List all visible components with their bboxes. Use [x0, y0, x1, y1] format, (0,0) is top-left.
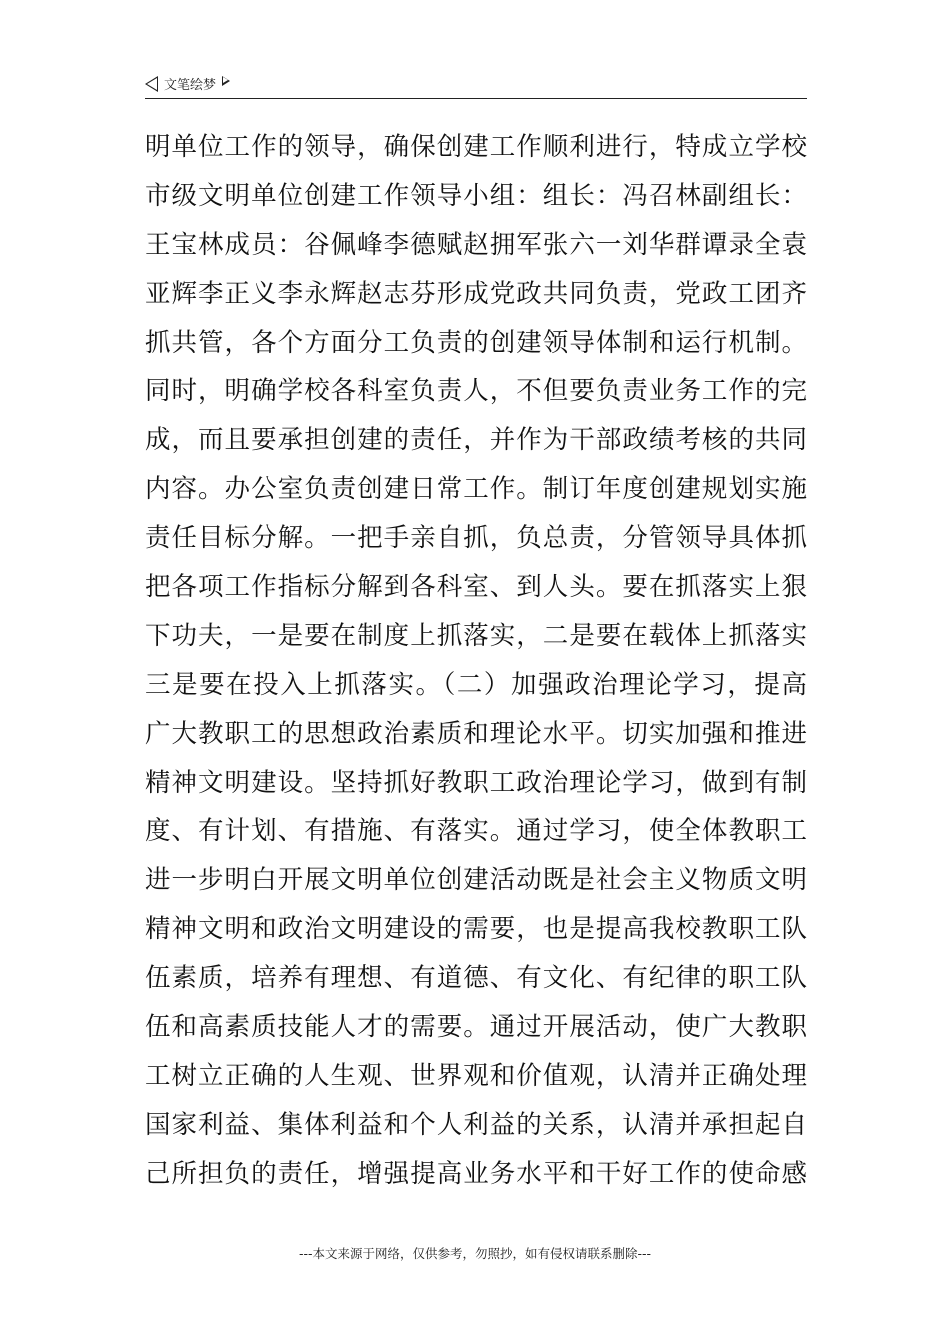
- body-line: 精神文明建设。坚持抓好教职工政治理论学习，做到有制: [145, 767, 807, 798]
- right-triangle-icon: [222, 76, 230, 86]
- body-line: 市级文明单位创建工作领导小组：组长：冯召林副组长：: [145, 180, 807, 211]
- body-line: 把各项工作指标分解到各科室、到人头。要在抓落实上狠: [145, 572, 807, 603]
- body-line: 亚辉李正义李永辉赵志芬形成党政共同负责，党政工团齐: [145, 278, 807, 309]
- body-line: 进一步明白开展文明单位创建活动既是社会主义物质文明: [145, 865, 807, 896]
- document-body: [145, 123, 807, 1199]
- body-line: 度、有计划、有措施、有落实。通过学习，使全体教职工: [145, 816, 807, 847]
- body-line: 同时，明确学校各科室负责人，不但要负责业务工作的完: [145, 376, 807, 407]
- body-line: 己所担负的责任，增强提高业务水平和干好工作的使命感: [145, 1158, 807, 1189]
- body-line: 王宝林成员：谷佩峰李德赋赵拥军张六一刘华群谭录全袁: [145, 229, 807, 260]
- body-line: 精神文明和政治文明建设的需要，也是提高我校教职工队: [145, 914, 807, 945]
- body-line: 抓共管，各个方面分工负责的创建领导体制和运行机制。: [145, 327, 807, 358]
- body-line: 国家利益、集体利益和个人利益的关系，认清并承担起自: [145, 1109, 807, 1140]
- body-line: 下功夫，一是要在制度上抓落实，二是要在载体上抓落实: [145, 620, 807, 651]
- body-line: 伍素质，培养有理想、有道德、有文化、有纪律的职工队: [145, 963, 807, 994]
- page-header: [145, 72, 807, 99]
- body-line: 责任目标分解。一把手亲自抓，负总责，分管领导具体抓: [145, 523, 807, 554]
- body-line: 广大教职工的思想政治素质和理论水平。切实加强和推进: [145, 718, 807, 749]
- body-line: 明单位工作的领导，确保创建工作顺利进行，特成立学校: [145, 132, 807, 162]
- body-line: 工树立正确的人生观、世界观和价值观，认清并正确处理: [145, 1060, 807, 1091]
- brand-name: 文笔绘梦: [164, 78, 217, 93]
- body-line: 成，而且要承担创建的责任，并作为干部政绩考核的共同: [145, 425, 807, 456]
- body-line: 三是要在投入上抓落实。（二）加强政治理论学习，提高: [145, 669, 807, 700]
- body-line: 伍和高素质技能人才的需要。通过开展活动，使广大教职: [145, 1012, 807, 1043]
- page-footer-disclaimer: ---本文来源于网络，仅供参考，勿照抄，如有侵权请联系删除---: [298, 1246, 652, 1261]
- header-brand: [145, 74, 230, 93]
- body-line: 内容。办公室负责创建日常工作。制订年度创建规划实施: [145, 474, 807, 505]
- left-triangle-icon: [145, 76, 158, 92]
